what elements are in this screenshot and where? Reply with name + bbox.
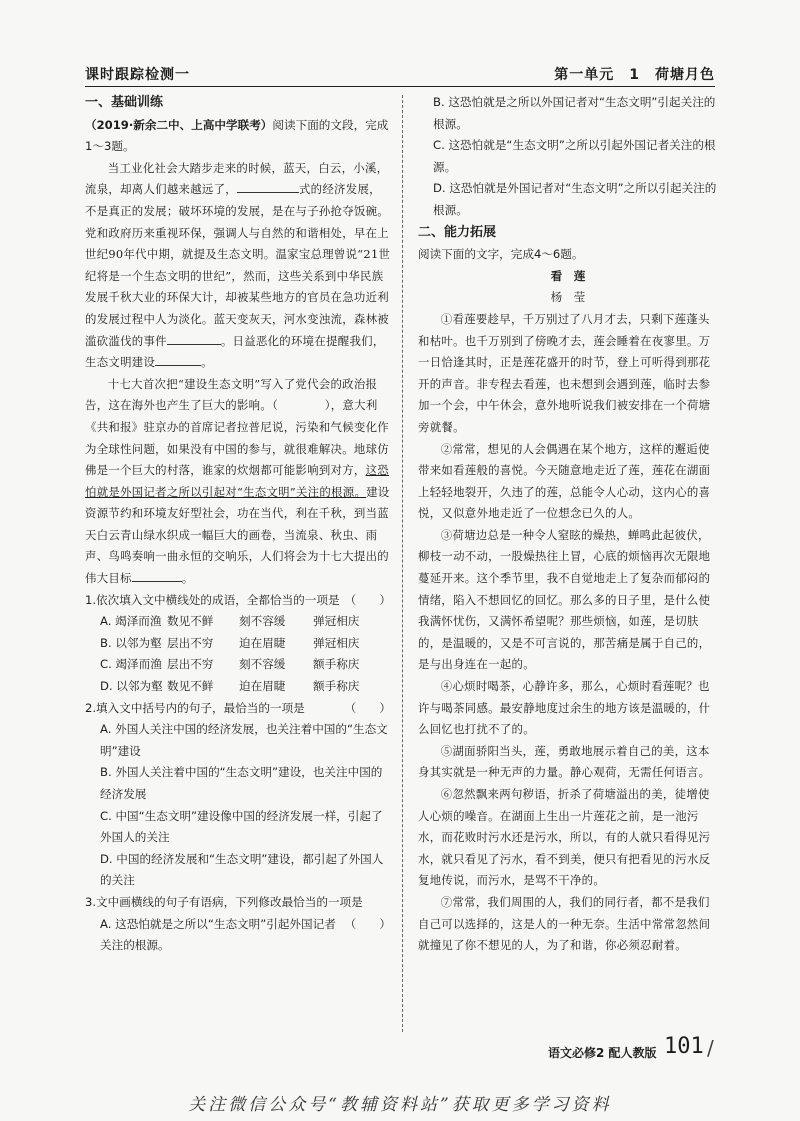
q2-option-a: A. 外国人关注中国的经济发展，也关注着中国的“生态文明”建设 bbox=[100, 722, 388, 758]
section-extension-title: 二、能力拓展 bbox=[418, 224, 497, 240]
footer-book-label: 语文必修2 配人教版 bbox=[548, 1046, 657, 1060]
q1-option-d-1: D. 以邻为壑 bbox=[100, 679, 163, 694]
article-paragraph-2: ②常常，想见的人会偶遇在某个地方，这样的邂逅使带来如看莲般的喜悦。今天随意地走近了莲，莲花在湖面上轻轻地裂开，久违了的莲，总能令人心动，这内心的喜悦，又似意外地走近了一位想念已久的人。 bbox=[418, 441, 711, 521]
left-column bbox=[85, 92, 391, 957]
passage-2-intro: 阅读下面的文字，完成4～6题。 bbox=[418, 247, 584, 262]
q1-option-b-3: 迫在眉睫 bbox=[239, 635, 286, 650]
q1-option-a-1: A. 竭泽而渔 bbox=[100, 614, 162, 629]
q2-option-d: D. 中国的经济发展和“生态文明”建设，都引起了外国人的关注 bbox=[100, 851, 384, 888]
passage-paragraph-1 bbox=[85, 158, 391, 374]
page-number: 101 bbox=[664, 1034, 704, 1059]
bottom-promo-note: 关注微信公众号“教辅资料站”获取更多学习资料 bbox=[188, 1095, 612, 1115]
question-2-text: 2.填入文中括号内的句子，最恰当的一项是 bbox=[85, 700, 305, 715]
article-title: 看 莲 bbox=[550, 268, 586, 283]
q1-option-d-2: 数见不鲜 bbox=[167, 679, 214, 694]
q1-option-a-2: 数见不鲜 bbox=[167, 614, 214, 629]
question-1-text: 1.依次填入文中横线处的成语，全都恰当的一项是 bbox=[85, 592, 340, 607]
q1-option-b-1: B. 以邻为壑 bbox=[100, 635, 162, 650]
para2-part-c: 。 bbox=[181, 571, 194, 586]
section-basic-title: 一、基础训练 bbox=[85, 95, 164, 110]
q1-option-c-1: C. 竭泽而渔 bbox=[100, 657, 162, 672]
header-left-title: 课时跟踪检测一 bbox=[85, 67, 190, 83]
article-paragraph-3: ③荷塘边总是一种令人窒眩的燥热，蝉鸣此起彼伏，柳枝一动不动，一股燥热往上冒，心底的烦恼再次无限地蔓延开来。这个季节里，我不自觉地走上了复杂而郁闷的情绪，陷入不想回忆的回忆。那么多的日子里，是什么使我满怀忧伤，又满怀希望呢？那些烦恼，如莲，是切肤的，是温暖的，又是不可言说的，那苦痛是属于自己的，是与出身连在一起的。 bbox=[418, 527, 711, 672]
q1-option-d-4: 额手称庆 bbox=[313, 679, 360, 694]
q1-option-a-3: 刻不容缓 bbox=[239, 614, 286, 629]
q1-option-d-3: 迫在眉睫 bbox=[239, 679, 286, 694]
q1-option-c-3: 刻不容缓 bbox=[239, 657, 286, 672]
q1-option-b-4: 弹冠相庆 bbox=[313, 635, 360, 650]
q1-option-c-4: 额手称庆 bbox=[313, 657, 360, 672]
blank-3 bbox=[155, 352, 201, 366]
para2-part-a: 十七大首次把“建设生态文明”写入了党代会的政治报告，这在海外也产生了巨大的影响。（ ），意大利《共和报》驻京办的首席记者拉普尼说，污染和气候变化作为全球性问题，如果没有中国的参与，就很难解决。地球仿佛是一个巨大的村落，谁家的炊烟都可能影响到对方， bbox=[85, 376, 389, 478]
q2-option-b: B. 外国人关注着中国的“生态文明”建设，也关注中国的经济发展 bbox=[100, 765, 383, 801]
passage-paragraph-2 bbox=[85, 374, 391, 590]
blank-1 bbox=[237, 179, 299, 193]
article-paragraph-5: ⑤湖面骄阳当头，莲，勇敢地展示着自己的美，这本身其实就是一种无声的力量。静心观荷，无需任何语言。 bbox=[418, 743, 711, 780]
passage-intro bbox=[85, 115, 391, 158]
article-paragraph-1: ①看莲要趁早，千万别过了八月才去，只剩下莲蓬头和枯叶。也千万别到了傍晚才去，莲会睡着在夜寥里。万一日恰逢其时，正是莲花盛开的时节，登上可听得到那花开的声音。非专程去看莲，也未想到会遇到莲，临时去参加一个会，中午休会，意外地听说我们被安排在一个荷塘旁就餐。 bbox=[418, 311, 711, 434]
column-divider bbox=[402, 95, 403, 1032]
para1-part-d: 。 bbox=[201, 355, 213, 370]
q2-option-c: C. 中国“生态文明”建设像中国的经济发展一样，引起了外国人的关注 bbox=[100, 808, 383, 845]
article-paragraph-4: ④心烦时喝茶，心静许多，那么，心烦时看莲呢？也许与喝茶同感。最安静地度过余生的地方该是温暖的，什么回忆也打扰不了的。 bbox=[418, 679, 711, 737]
q3-option-c: C. 这恐怕就是“生态文明”之所以引起外国记者关注的根源。 bbox=[433, 138, 716, 174]
answer-paren-2: （ ） bbox=[344, 700, 391, 715]
article-paragraph-6: ⑥忽然飘来两句秽语，折杀了荷塘溢出的美，徒增使人心烦的噪音。在湖面上生出一片莲花之前，是一池污水，而花败时污水还是污水，所以，有的人就只看得见污水，就只看见了污水，看不到美，便只有把看见的污水反复地传说，而污水，是骂不干净的。 bbox=[418, 787, 711, 888]
blank-2 bbox=[167, 331, 221, 345]
para1-part-a: 当工业化社会大踏步走来的时候，蓝天，白云，小溪，流泉，却离人们越来越远了， bbox=[85, 160, 389, 197]
article-paragraph-7: ⑦常常，我们周围的人，我们的同行者，都不是我们自己可以选择的，这是人的一种无奈。生活中常常忽然间就撞见了你不想见的人，为了和谐，你必须忍耐着。 bbox=[418, 894, 711, 953]
blank-4 bbox=[132, 568, 182, 582]
para1-part-b: 式的经济发展，不是真正的发展；破坏环境的发展，是在与子孙抢夺饭碗。党和政府历来重视环保，强调人与自然的和谐相处，早在上世纪90年代中期，就提及生态文明。温家宝总理曾说“21世纪将是一个生态文明的世纪”，然而，这些关系到中华民族发展千秋大业的环保大计，却被某些地方的官员在急功近利的发展过程中人为淡化。蓝天变灰天，河水变浊流，森林被滥砍滥伐的事件 bbox=[85, 182, 391, 348]
q3-option-b: B. 这恐怕就是之所以外国记者对“生态文明”引起关注的根源。 bbox=[433, 95, 716, 131]
page-slash-decoration: / bbox=[707, 1036, 714, 1060]
right-column bbox=[418, 92, 718, 957]
answer-paren-1: （ ） bbox=[344, 592, 391, 607]
q1-option-b-2: 层出不穷 bbox=[167, 635, 214, 650]
question-3 bbox=[85, 892, 391, 931]
q3-option-d: D. 这恐怕就是外国记者对“生态文明”之所以引起关注的根源。 bbox=[433, 181, 717, 217]
para2-part-b: 建设资源节约和环境友好型社会，功在当代，利在千秋，到当蓝天白云青山绿水织成一幅巨大的画卷，当流泉、秋虫、雨声、鸟鸣奏响一曲永恒的交响乐，人们将会为十七大提出的伟大目标 bbox=[85, 484, 390, 586]
source-note: （2019·新余二中、上高中学联考） bbox=[85, 117, 273, 132]
question-1-options bbox=[85, 611, 391, 697]
q1-option-a-4: 弹冠相庆 bbox=[313, 614, 360, 629]
para1-part-c: 。日益恶化的环境在提醒我们，生态文明建设 bbox=[85, 333, 385, 370]
q3-option-a: A. 这恐怕就是之所以“生态文明”引起外国记者关注的根源。 bbox=[100, 916, 336, 953]
answer-paren-3: （ ） bbox=[344, 916, 391, 931]
article-author: 杨 莹 bbox=[550, 290, 586, 305]
question-3-text: 3.文中画横线的句子有语病，下列修改最恰当的一项是 bbox=[85, 894, 363, 909]
header-rule bbox=[85, 86, 715, 87]
header-right-title: 第一单元 1 荷塘月色 bbox=[554, 67, 715, 83]
page-header bbox=[85, 60, 715, 86]
question-1 bbox=[85, 590, 391, 612]
underlined-sentence: 这恐怕就是外国记者之所以引起对“生态文明”关注的根源。 bbox=[85, 463, 389, 499]
question-2 bbox=[85, 698, 391, 720]
intro-text: 阅读下面的文段，完成1～3题。 bbox=[85, 117, 389, 154]
q1-option-c-2: 层出不穷 bbox=[167, 657, 214, 672]
